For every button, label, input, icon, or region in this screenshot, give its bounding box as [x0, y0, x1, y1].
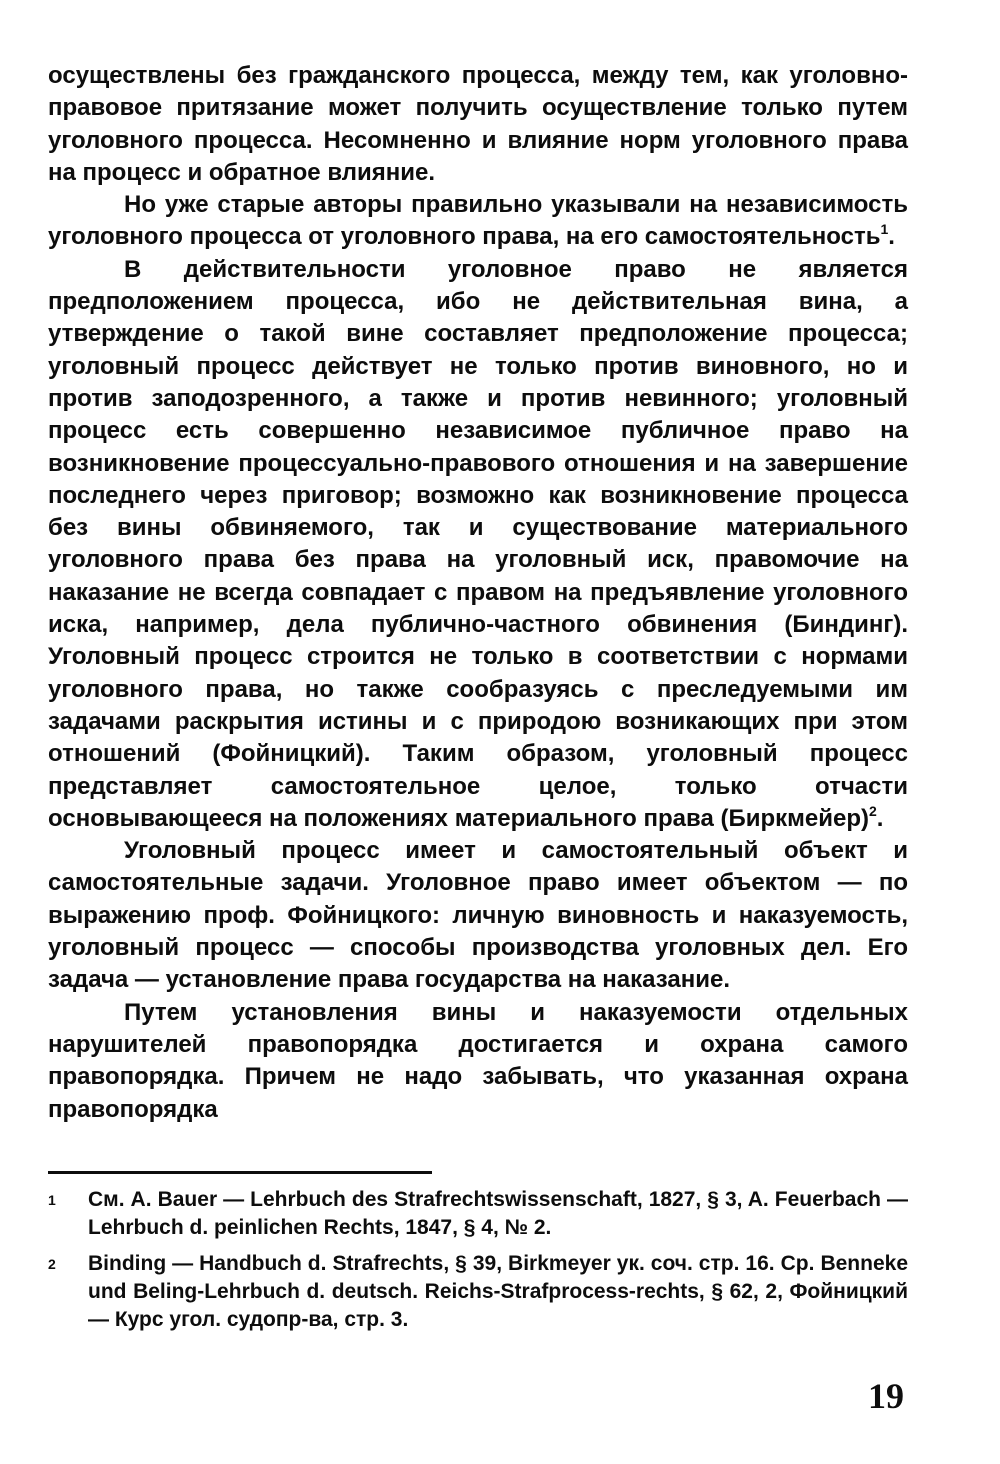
paragraph: Но уже старые авторы правильно указывали на независимость уголовного процесса от уголовного права, на его самостоятельность$^1$. [48, 191, 908, 251]
footnote-2 [48, 1250, 908, 1334]
footnote-marker: 2 [48, 1256, 56, 1272]
footnote-text: См. A. Bauer — Lehrbuch des Strafrechtswissenschaft, 1827, § 3, A. Feuerbach — Lehrbuch d. peinlichen Rechts, 1847, § 4, № 2. [88, 1188, 908, 1239]
paragraph-continued: осуществлены без гражданского процесса, между тем, как уголовно-правовое притязание может получить осуществление только путем уголовного процесса. Несомненно и влияние норм уголовного права на процесс и обратное влияние. [48, 62, 908, 186]
footnotes [48, 1186, 908, 1342]
page-number: 19 [868, 1376, 904, 1416]
paragraph: Путем установления вины и наказуемости отдельных нарушителей правопорядка достигается и охрана самого правопорядка. Причем не надо забывать, что указанная охрана правопорядка [48, 998, 908, 1123]
footnote-text: Binding — Handbuch d. Strafrechts, § 39, Birkmeyer ук. соч. стр. 16. Ср. Benneke und Beling-Lehrbuch d. deutsch. Reichs-Strafprocess-rechts, § 62, 2, Фойницкий — Курс угол. судопр-ва, стр. 3. [88, 1252, 908, 1331]
footnote-marker: 1 [48, 1192, 56, 1208]
main-text [48, 60, 908, 1126]
paragraph: Уголовный процесс имеет и самостоятельный объект и самостоятельные задачи. Уголовное право имеет объектом — по выражению проф. Фойницкого: личную виновность и наказуемость, уголовный процесс — способы производства уголовных дел. Его задача — установление права государства на наказание. [48, 837, 908, 994]
footnote-separator [48, 1171, 432, 1174]
paragraph: В действительности уголовное право не является предположением процесса, ибо не действительная вина, а утверждение о такой вине составляет предположение процесса; уголовный процесс действует не только против виновного, но и против заподозренного, а также и против невинного; уголовный процесс есть совершенно независимое публичное право на возникновение процессуально-правового отношения и на завершение последнего через приговор; возможно как возникновение процесса без вины обвиняемого, так и существование материального уголовного права без права на уголовный иск, правомочие на наказание не всегда совпадает с правом на предъявление уголовного иска, например, дела публично-частного обвинения (Биндинг). Уголовный процесс строится не только в соответствии с нормами уголовного права, но также сообразуясь с преследуемыми им задачами раскрытия истины и с природою возникающих при этом отношений (Фойницкий). Таким образом, уголовный процесс представляет самостоятельное целое, только отчасти основывающееся на положениях материального права (Биркмейер)$^2$. [48, 255, 908, 832]
footnote-1 [48, 1186, 908, 1242]
footnote-reference-1[interactable]: 1 [880, 221, 889, 238]
footnote-reference-2[interactable]: 2 [868, 802, 877, 819]
